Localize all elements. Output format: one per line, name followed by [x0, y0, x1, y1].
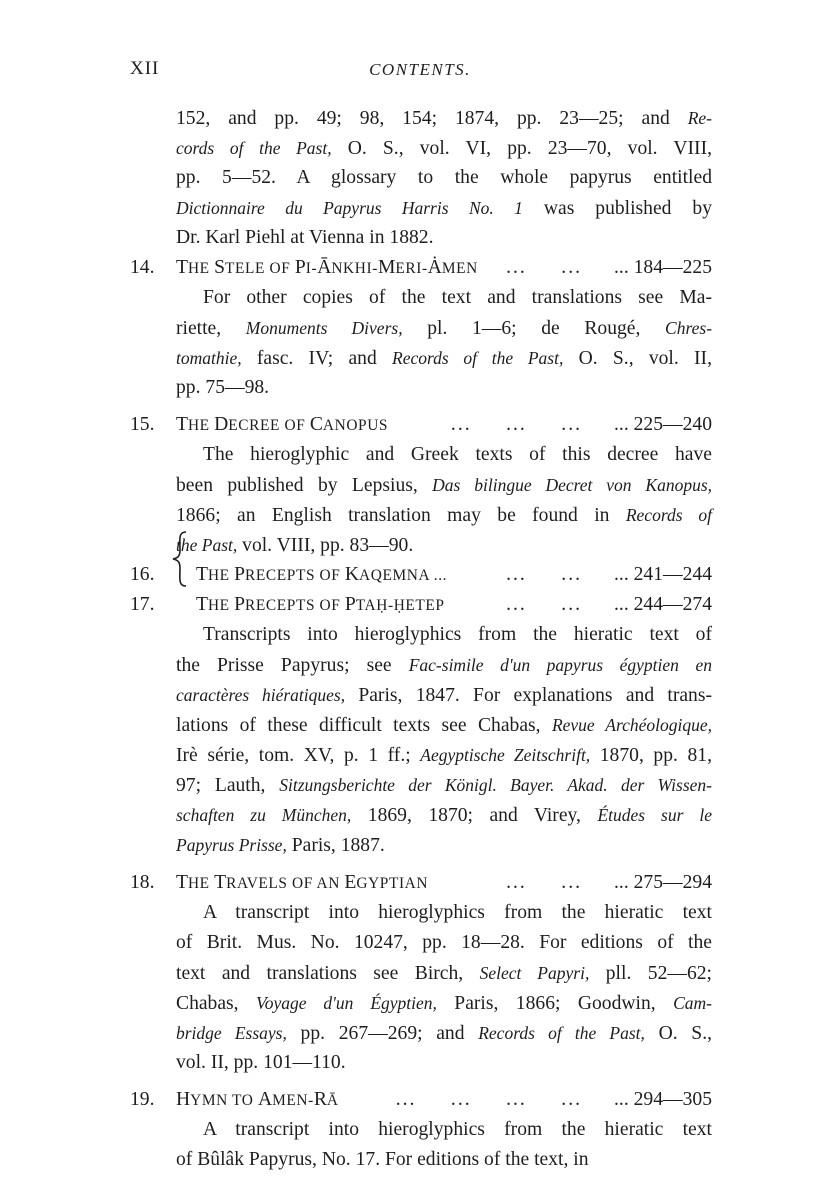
italic-title: Records of — [625, 505, 712, 525]
entry-number: 18. — [130, 872, 155, 893]
italic-title: tomathie, — [176, 348, 242, 368]
italic-title: Études sur le — [597, 805, 712, 825]
text-line: been published by Lepsius, Das bilingue Decret von Kanopus, — [176, 475, 712, 496]
text-line: the Past, vol. VIII, pp. 83—90. — [176, 535, 414, 556]
italic-title: Fac-simile d'un papyrus égyptien en — [408, 655, 712, 675]
italic-title: Chres- — [665, 318, 713, 338]
text-line: Chabas, Voyage d'un Égyptien, Paris, 1866; Goodwin, Cam- — [176, 993, 712, 1014]
entry-number: 16. — [130, 564, 155, 585]
page-range: ... 241—244 — [614, 564, 712, 585]
page-range: ... 294—305 — [614, 1089, 712, 1110]
page-range: ... 244—274 — [614, 594, 712, 615]
entry-title — [196, 590, 712, 620]
page-range: ... 225—240 — [614, 414, 712, 435]
text-line: Irè série, tom. XV, p. 1 ff.; Aegyptische Zeitschrift, 1870, pp. 81, — [176, 745, 712, 766]
text-line: The hieroglyphic and Greek texts of this decree have — [203, 444, 712, 465]
italic-title: Sitzungsberichte der Königl. Bayer. Akad. der Wissen- — [279, 775, 712, 795]
text-line: A transcript into hieroglyphics from the hieratic text — [203, 1119, 712, 1140]
text-line: 97; Lauth, Sitzungsberichte der Königl. Bayer. Akad. der Wissen- — [176, 775, 712, 796]
entry-title-text: THE PRECEPTS OF PTAḤ-ḤETEP — [196, 594, 445, 615]
italic-title: Voyage d'un Égyptien, — [256, 993, 437, 1013]
page-range: ... 275—294 — [614, 872, 712, 893]
dot-leader: ... ... — [506, 594, 582, 615]
italic-title: Papyrus Prisse, — [176, 835, 287, 855]
text-line: schaften zu München, 1869, 1870; and Virey, Études sur le — [176, 805, 712, 826]
italic-title: Cam- — [673, 993, 712, 1013]
text-line: of Brit. Mus. No. 10247, pp. 18—28. For editions of the — [176, 932, 712, 953]
dot-leader: ... ... — [506, 257, 582, 278]
text-line: 152, and pp. 49; 98, 154; 1874, pp. 23—25; and Re- — [176, 108, 712, 129]
italic-title: Monuments Divers, — [245, 318, 403, 338]
entry-number: 19. — [130, 1089, 155, 1110]
italic-title: Re- — [687, 108, 712, 128]
entry-title — [196, 560, 712, 590]
page-range: ... 184—225 — [614, 257, 712, 278]
italic-title: Das bilingue Decret von Kanopus, — [432, 475, 712, 495]
text-line: tomathie, fasc. IV; and Records of the Past, O. S., vol. II, — [176, 348, 712, 369]
text-line: the Prisse Papyrus; see Fac-simile d'un papyrus égyptien en — [176, 655, 712, 676]
italic-title: cords of the Past, — [176, 138, 332, 158]
text-line: cords of the Past, O. S., vol. VI, pp. 23—70, vol. VIII, — [176, 138, 712, 159]
dot-leader: ... ... — [506, 564, 582, 585]
italic-title: Records of the Past, — [478, 1023, 645, 1043]
entry-title — [176, 410, 712, 440]
text-line: Transcripts into hieroglyphics from the hieratic text of — [203, 624, 712, 645]
italic-title: Aegyptische Zeitschrift, — [420, 745, 591, 765]
text-line: Dr. Karl Piehl at Vienna in 1882. — [176, 227, 434, 248]
italic-title: Records of the Past, — [392, 348, 564, 368]
folio-number: XII — [130, 58, 160, 79]
text-line: lations of these difficult texts see Chabas, Revue Archéologique, — [176, 715, 712, 736]
running-title: CONTENTS. — [369, 60, 471, 79]
text-line: Papyrus Prisse, Paris, 1887. — [176, 835, 385, 856]
text-line: caractères hiératiques, Paris, 1847. For explanations and trans- — [176, 685, 712, 706]
entry-title — [176, 1085, 712, 1115]
entry-title-text: THE PRECEPTS OF KAQEMNA ... — [196, 564, 448, 585]
dot-leader: ... ... ... — [450, 414, 582, 435]
entry-title-text: THE DECREE OF CANOPUS — [176, 414, 389, 435]
entry-title-text: THE STELE OF PI-ĀNKHI-MERI-ȦMEN — [176, 257, 478, 278]
text-line: pp. 5—52. A glossary to the whole papyrus entitled — [176, 167, 712, 188]
text-line: Dictionnaire du Papyrus Harris No. 1 was published by — [176, 198, 712, 219]
text-line: bridge Essays, pp. 267—269; and Records of the Past, O. S., — [176, 1023, 713, 1044]
entry-number: 14. — [130, 257, 155, 278]
entry-number: 15. — [130, 414, 155, 435]
entry-title — [176, 868, 712, 898]
entry-title-text: HYMN TO AMEN-RĀ — [176, 1089, 339, 1110]
entry-number: 17. — [130, 594, 155, 615]
text-line: text and translations see Birch, Select Papyri, pll. 52—62; — [176, 963, 713, 984]
italic-title: schaften zu München, — [176, 805, 352, 825]
text-line: pp. 75—98. — [176, 377, 270, 398]
italic-title: caractères hiératiques, — [176, 685, 346, 705]
italic-title: Dictionnaire du Papyrus Harris No. 1 — [176, 198, 523, 218]
dot-leader: ... ... — [506, 872, 582, 893]
entry-title-text: THE TRAVELS OF AN EGYPTIAN — [176, 872, 429, 893]
italic-title: Revue Archéologique, — [551, 715, 712, 735]
text-line: A transcript into hieroglyphics from the hieratic text — [203, 902, 712, 923]
text-line: For other copies of the text and translations see Ma- — [203, 287, 712, 308]
text-line: of Bûlâk Papyrus, No. 17. For editions of the text, in — [176, 1149, 589, 1170]
dot-leader: ... ... ... ... — [395, 1089, 582, 1110]
text-line: riette, Monuments Divers, pl. 1—6; de Rougé, Chres- — [176, 318, 713, 339]
text-line: vol. II, pp. 101—110. — [176, 1052, 346, 1073]
text-line: 1866; an English translation may be found in Records of — [176, 505, 712, 526]
entry-title — [176, 253, 712, 283]
italic-title: Select Papyri, — [479, 963, 590, 983]
italic-title: bridge Essays, — [176, 1023, 287, 1043]
italic-title: the Past, — [176, 535, 238, 555]
